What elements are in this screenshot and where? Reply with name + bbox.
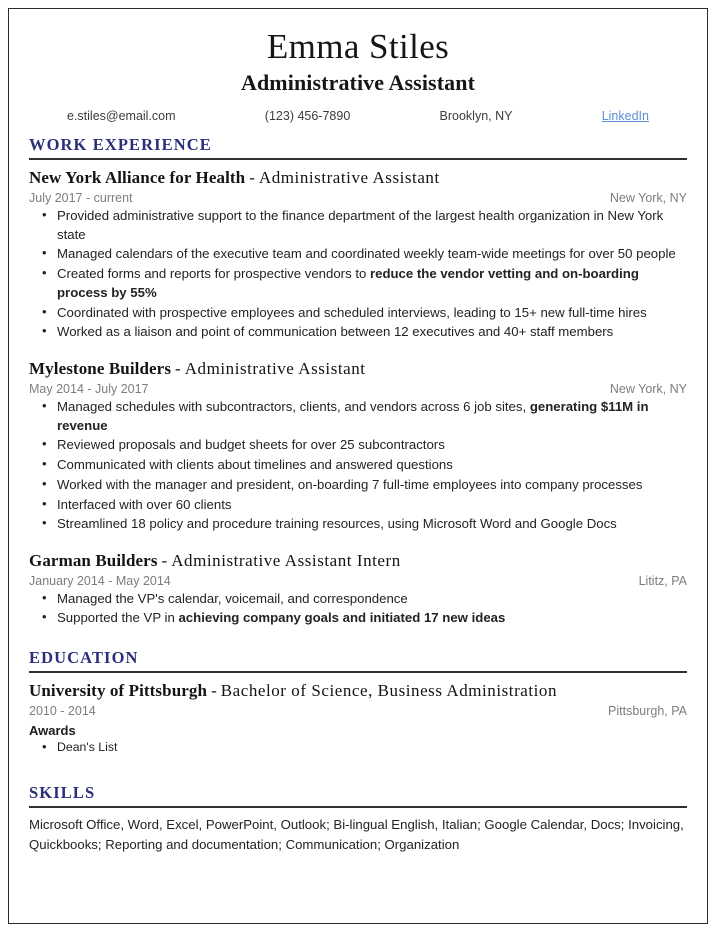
spacer xyxy=(29,345,687,358)
contact-phone[interactable]: (123) 456-7890 xyxy=(264,109,351,124)
contact-row xyxy=(67,109,649,123)
list-item xyxy=(37,398,687,435)
entry-role: Administrative Assistant xyxy=(184,359,366,379)
entry-degree: Bachelor of Science, Business Administration xyxy=(220,681,558,701)
list-item xyxy=(37,476,687,495)
spacer xyxy=(29,537,687,550)
candidate-name: Emma Stiles xyxy=(266,27,450,66)
list-item xyxy=(37,590,687,609)
entry-bullets xyxy=(29,398,687,534)
entry-separator: - xyxy=(161,550,168,570)
list-item xyxy=(37,245,687,264)
bullet-text: Managed the VP's calendar, voicemail, and correspondence xyxy=(57,590,408,606)
entry-role: Administrative Assistant xyxy=(258,168,440,188)
section-education xyxy=(29,648,687,756)
entry-title xyxy=(29,358,687,380)
bullet-text: Supported the VP in xyxy=(57,610,179,626)
list-item xyxy=(37,496,687,515)
entry-bullets xyxy=(29,739,687,756)
entry-organization: Garman Builders xyxy=(29,550,158,570)
contact-email[interactable]: e.stiles@email.com xyxy=(67,109,176,124)
candidate-headline: Administrative Assistant xyxy=(240,70,476,96)
section-rule-skills xyxy=(29,806,687,808)
work-entry xyxy=(29,358,687,534)
list-item xyxy=(37,515,687,534)
bullet-text: Worked as a liaison and point of communication between 12 executives and 40+ staff members xyxy=(57,324,614,340)
entry-dates: July 2017 - current xyxy=(29,190,133,205)
list-item xyxy=(37,609,687,628)
entry-location: New York, NY xyxy=(609,190,687,205)
resume-page xyxy=(8,8,708,924)
entry-role: Administrative Assistant Intern xyxy=(171,550,401,570)
list-item xyxy=(37,323,687,342)
entry-meta xyxy=(29,574,687,588)
bullet-bold: generating $11M in revenue xyxy=(57,398,649,433)
entry-title xyxy=(29,167,687,189)
entry-separator: - xyxy=(175,359,181,379)
entry-title xyxy=(29,680,687,702)
entry-meta xyxy=(29,704,687,718)
entry-separator: - xyxy=(249,168,255,188)
section-heading-work: WORK EXPERIENCE xyxy=(29,135,212,155)
list-item xyxy=(37,265,687,302)
entry-dates: May 2014 - July 2017 xyxy=(29,381,149,396)
entry-location: New York, NY xyxy=(609,381,687,396)
bullet-text: Streamlined 18 policy and procedure training resources, using Microsoft Word and Google Docs xyxy=(57,516,617,532)
bullet-text: Provided administrative support to the finance department of the largest health organization in New York state xyxy=(57,207,664,242)
resume-header xyxy=(29,27,687,123)
education-entry xyxy=(29,680,687,756)
entry-organization: University of Pittsburgh xyxy=(29,681,208,701)
section-heading-skills: SKILLS xyxy=(29,783,96,803)
work-entry xyxy=(29,167,687,342)
bullet-text: Worked with the manager and president, on-boarding 7 full-time employees into company processes xyxy=(57,476,643,492)
awards-subheading: Awards xyxy=(29,722,76,738)
section-rule-education xyxy=(29,671,687,673)
bullet-text: Created forms and reports for prospective vendors to xyxy=(57,266,370,282)
entry-separator: - xyxy=(211,681,217,701)
bullet-bold: achieving company goals and initiated 17 new ideas xyxy=(178,610,506,626)
bullet-text: Managed calendars of the executive team and coordinated weekly team-wide meetings for over 50 people xyxy=(57,246,676,262)
entry-meta xyxy=(29,382,687,396)
list-item xyxy=(37,436,687,455)
entry-dates: 2010 - 2014 xyxy=(29,703,96,718)
bullet-text: Reviewed proposals and budget sheets for over 25 subcontractors xyxy=(57,437,445,453)
list-item xyxy=(37,739,687,756)
bullet-text: Coordinated with prospective employees and scheduled interviews, leading to 15+ new full-time hires xyxy=(57,304,647,320)
bullet-text: Dean's List xyxy=(57,739,118,754)
entry-location: Lititz, PA xyxy=(638,573,687,588)
entry-bullets xyxy=(29,207,687,342)
section-rule-work xyxy=(29,158,687,160)
entry-meta xyxy=(29,191,687,205)
list-item xyxy=(37,207,687,244)
entry-bullets xyxy=(29,590,687,628)
list-item xyxy=(37,456,687,475)
entry-organization: Mylestone Builders xyxy=(29,359,172,379)
bullet-text: Managed schedules with subcontractors, clients, and vendors across 6 job sites, xyxy=(57,398,530,414)
entry-dates: January 2014 - May 2014 xyxy=(29,573,171,588)
resume-content xyxy=(9,9,707,854)
work-entry xyxy=(29,550,687,628)
bullet-bold: reduce the vendor vetting and on-boarding process by 55% xyxy=(57,266,639,300)
contact-location: Brooklyn, NY xyxy=(439,109,513,124)
linkedin-link[interactable]: LinkedIn xyxy=(601,109,649,124)
bullet-text: Interfaced with over 60 clients xyxy=(57,496,232,512)
entry-title xyxy=(29,550,687,572)
entry-location: Pittsburgh, PA xyxy=(608,703,687,718)
list-item xyxy=(37,304,687,323)
section-heading-education: EDUCATION xyxy=(29,648,139,668)
skills-text: Microsoft Office, Word, Excel, PowerPoint, Outlook; Bi-lingual English, Italian; Google Calendar, Docs; Invoicing, Quickbooks; Reporting and documentation; Communication; Organization xyxy=(29,817,684,852)
entry-organization: New York Alliance for Health xyxy=(29,168,246,188)
section-skills xyxy=(29,783,687,854)
section-work-experience xyxy=(29,135,687,628)
bullet-text: Communicated with clients about timelines and answered questions xyxy=(57,457,453,473)
